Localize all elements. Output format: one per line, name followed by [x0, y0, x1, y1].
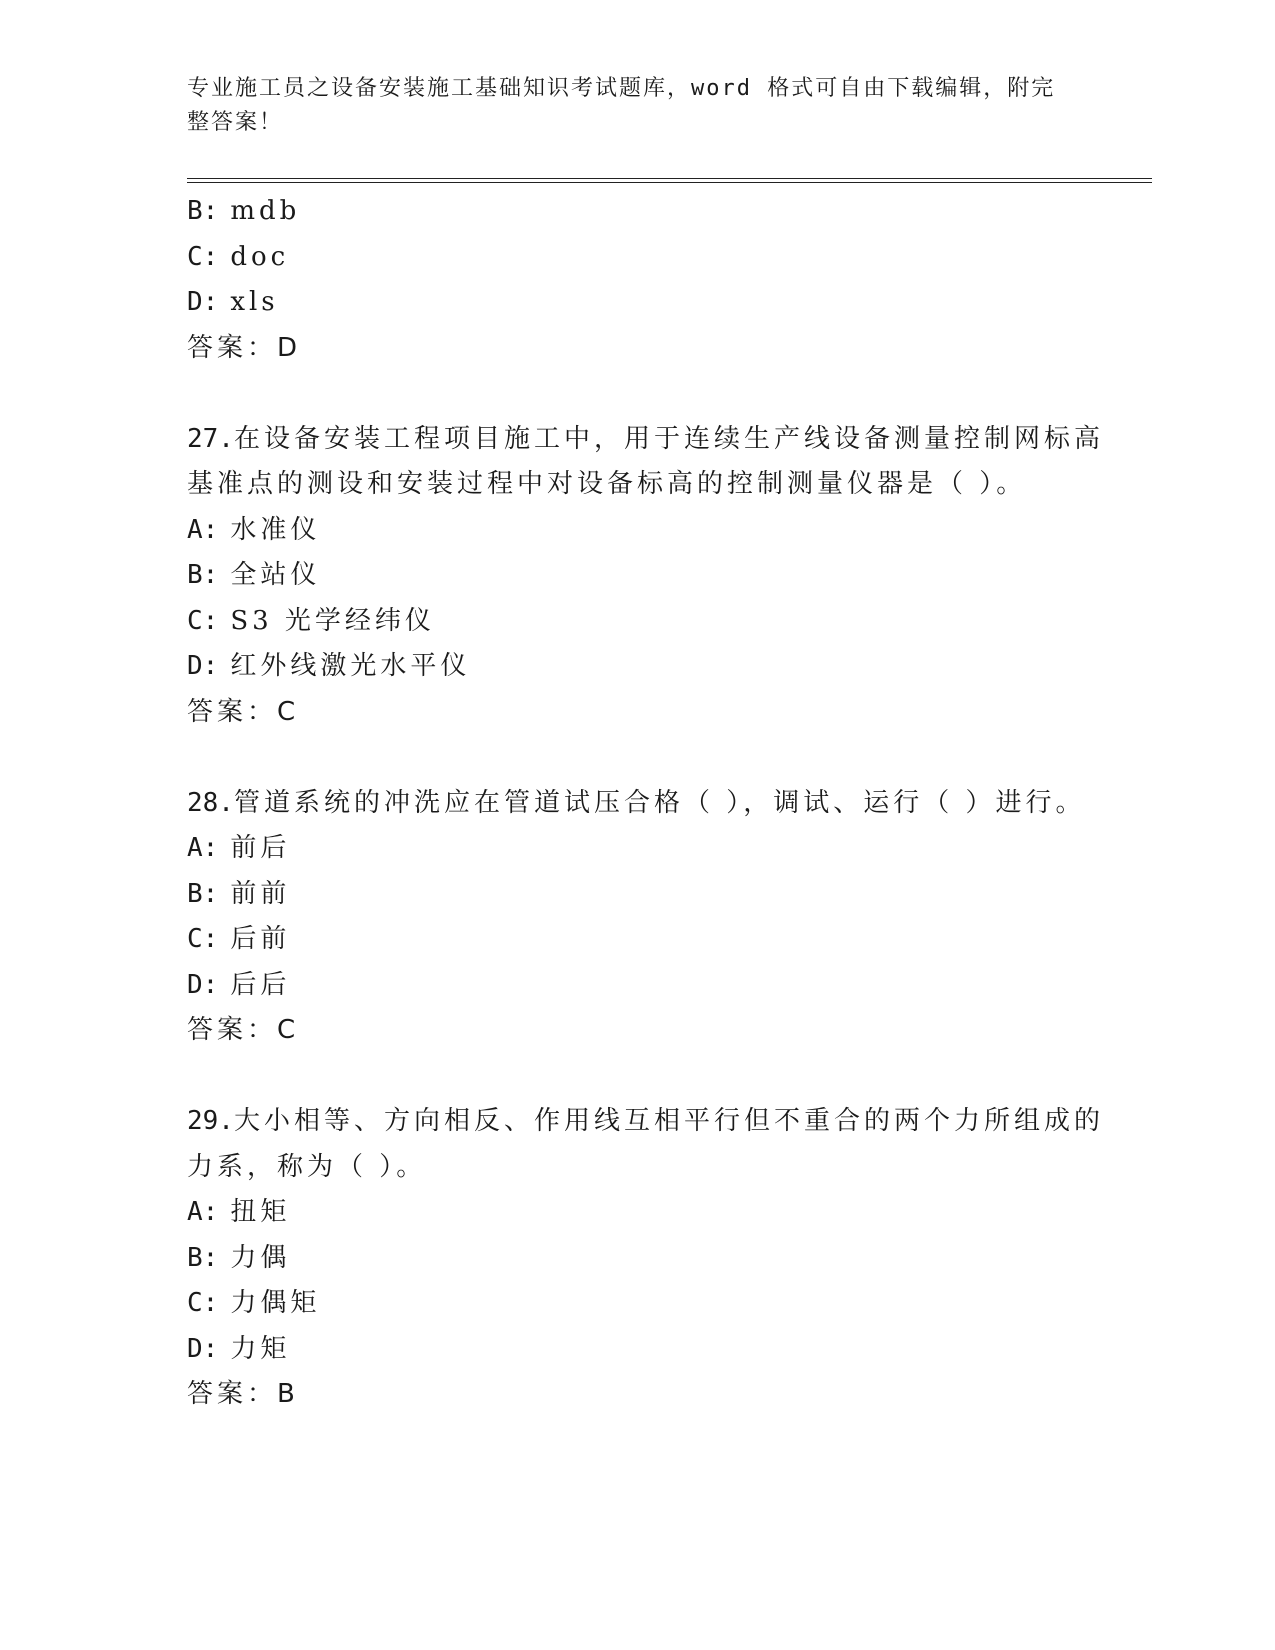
question-stem-line-1	[187, 417, 1104, 463]
option-text: 力偶	[230, 1242, 291, 1273]
question-stem-line-2: 基准点的测设和安装过程中对设备标高的控制测量仪器是（ ）。	[187, 469, 1027, 499]
spacer	[187, 735, 1087, 781]
option-text: doc	[230, 241, 290, 272]
option-text: 力偶矩	[230, 1288, 321, 1318]
option-a	[187, 826, 1087, 872]
option-c	[187, 917, 1087, 963]
option-b	[187, 553, 1087, 599]
option-a	[187, 508, 1087, 554]
answer: 答案：C	[187, 1015, 300, 1045]
header-rule-top	[187, 178, 1152, 179]
spacer	[187, 371, 1087, 417]
option-label: A:	[187, 1197, 219, 1227]
question-text: 管道系统的冲洗应在管道试压合格（ ），调试、运行（ ）进行。	[233, 787, 1086, 818]
option-text: xls	[230, 287, 279, 317]
question-27	[187, 417, 1104, 736]
option-text: S3 光学经纬仪	[230, 605, 435, 636]
option-b	[187, 1236, 1087, 1282]
document-header	[187, 72, 1067, 140]
header-line-1: 专业施工员之设备安装施工基础知识考试题库，word 格式可自由下载编辑，附完	[187, 76, 1056, 101]
question-text: 大小相等、方向相反、作用线互相平行但不重合的两个力所组成的	[233, 1106, 1104, 1136]
option-label: C:	[187, 241, 219, 272]
spacer	[187, 1054, 1087, 1100]
question-number: 29.	[187, 1106, 234, 1136]
option-label: D:	[187, 969, 219, 1000]
question-29	[187, 1099, 1104, 1418]
option-text: 水准仪	[230, 514, 321, 545]
answer: 答案：C	[187, 696, 300, 727]
option-label: B:	[187, 1242, 219, 1273]
option-text: 前后	[230, 833, 291, 863]
option-text: 红外线激光水平仪	[230, 651, 471, 681]
option-label: A:	[187, 833, 219, 863]
answer: 答案：B	[187, 1379, 299, 1409]
option-text: 后后	[230, 969, 291, 1000]
question-number: 27.	[187, 423, 234, 454]
question-number: 28.	[187, 787, 234, 818]
question-stem-line-1	[187, 1099, 1104, 1145]
option-text: mdb	[230, 196, 301, 226]
option-d	[187, 1327, 1087, 1373]
option-d	[187, 644, 1087, 690]
question-text: 在设备安装工程项目施工中，用于连续生产线设备测量控制网标高	[233, 423, 1104, 454]
option-c	[187, 1281, 1087, 1327]
prev-question	[187, 189, 1087, 371]
question-stem-line-2: 力系，称为（ ）。	[187, 1151, 427, 1182]
option-label: B:	[187, 878, 219, 909]
header-rule-bottom	[187, 182, 1152, 183]
question-stem-line-1	[187, 781, 1087, 827]
option-label: D:	[187, 651, 219, 681]
option-label: A:	[187, 514, 219, 545]
option-text: 前前	[230, 878, 291, 909]
option-text: 后前	[230, 924, 291, 954]
option-text: 全站仪	[230, 560, 321, 590]
option-b	[187, 872, 1087, 918]
option-label: D:	[187, 287, 219, 317]
option-label: C:	[187, 924, 219, 954]
option-c	[187, 599, 1087, 645]
option-label: B:	[187, 196, 219, 226]
option-label: B:	[187, 560, 219, 590]
option-a	[187, 1190, 1087, 1236]
option-d	[187, 280, 1087, 326]
option-label: C:	[187, 605, 219, 636]
answer: 答案：D	[187, 332, 302, 363]
option-c	[187, 235, 1087, 281]
option-d	[187, 963, 1087, 1009]
option-b	[187, 189, 1087, 235]
question-list	[187, 189, 1104, 1418]
option-label: C:	[187, 1288, 219, 1318]
option-text: 扭矩	[230, 1197, 291, 1227]
option-label: D:	[187, 1333, 219, 1364]
header-line-2: 整答案！	[187, 110, 284, 135]
question-28	[187, 781, 1087, 1054]
option-text: 力矩	[230, 1333, 291, 1364]
